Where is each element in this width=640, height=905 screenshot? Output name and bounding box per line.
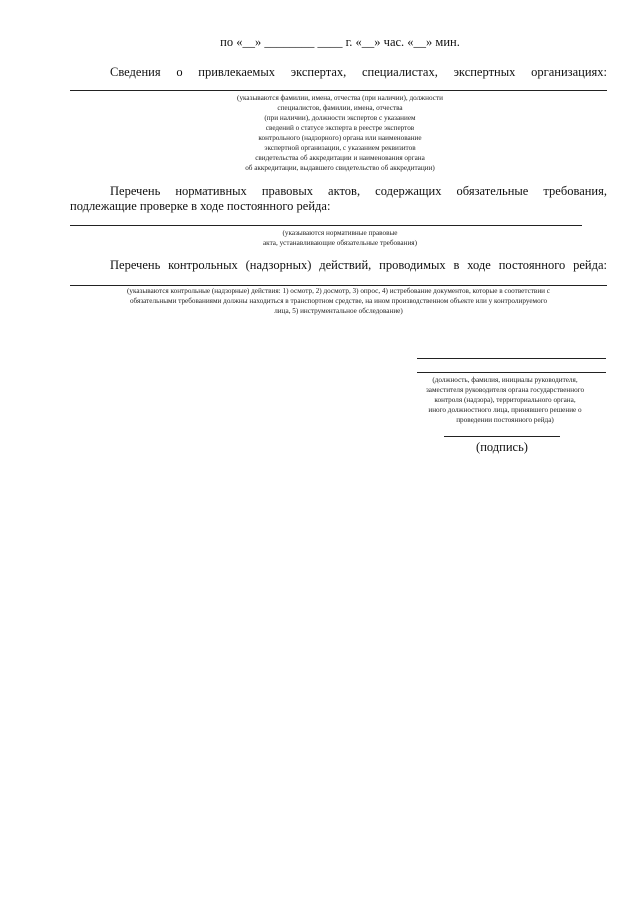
signatory-hint <box>400 375 610 425</box>
signature-line <box>444 436 560 437</box>
experts-hint-line: об аккредитации, выдавшего свидетельство об аккредитации) <box>245 164 435 172</box>
experts-hint-line: специалистов, фамилии, имена, отчества <box>277 104 403 112</box>
actions-hint-line: лица, 5) инструментальное обследование) <box>274 307 403 315</box>
actions-hint <box>70 286 607 316</box>
legal-acts-heading-line1: Перечень нормативных правовых актов, содержащих обязательные требования, <box>110 184 607 198</box>
experts-hint-line: (указываются фамилии, имена, отчества (при наличии), должности <box>237 94 443 102</box>
actions-hint-line: (указываются контрольные (надзорные) действия: 1) осмотр, 2) досмотр, 3) опрос, 4) истребование документов, которые в соответствии с <box>126 287 551 295</box>
experts-fill-line <box>70 90 607 91</box>
date-line: по «__» ________ ____ г. «__» час. «__» мин. <box>220 35 460 49</box>
signature-label: (подпись) <box>476 440 528 454</box>
legal-acts-hint <box>190 228 490 248</box>
legal-acts-fill-line <box>70 225 582 226</box>
signatory-hint-line: контроля (надзора), территориального органа, <box>434 396 576 404</box>
actions-hint-line: обязательными требованиями должны находиться в транспортном средстве, на ином производственном объекте или у контролируемого <box>129 297 548 305</box>
experts-hint-line: (при наличии), должности экспертов с указанием <box>264 114 416 122</box>
experts-hint-line: сведений о статусе эксперта в реестре экспертов <box>265 124 415 132</box>
signatory-line-2 <box>417 372 606 373</box>
experts-hint-line: свидетельства об аккредитации и наименования органа <box>255 154 425 162</box>
experts-hint <box>190 93 490 173</box>
legal-acts-heading-line2: подлежащие проверке в ходе постоянного рейда: <box>70 199 331 213</box>
signatory-hint-line: иного должностного лица, принявшего решение о <box>428 406 582 414</box>
signatory-hint-line: заместителя руководителя органа государственного <box>425 386 585 394</box>
signatory-line-1 <box>417 358 606 359</box>
signatory-hint-line: (должность, фамилия, инициалы руководителя, <box>432 376 578 384</box>
signatory-hint-line: проведении постоянного рейда) <box>456 416 554 424</box>
experts-hint-line: контрольного (надзорного) органа или наименование <box>258 134 422 142</box>
experts-heading: Сведения о привлекаемых экспертах, специалистах, экспертных организациях: <box>110 65 607 79</box>
legal-acts-hint-line: (указываются нормативные правовые <box>282 229 398 237</box>
experts-hint-line: экспертной организации, с указанием реквизитов <box>264 144 416 152</box>
legal-acts-hint-line: акта, устанавливающие обязательные требования) <box>262 239 418 247</box>
actions-heading: Перечень контрольных (надзорных) действий, проводимых в ходе постоянного рейда: <box>110 258 607 272</box>
